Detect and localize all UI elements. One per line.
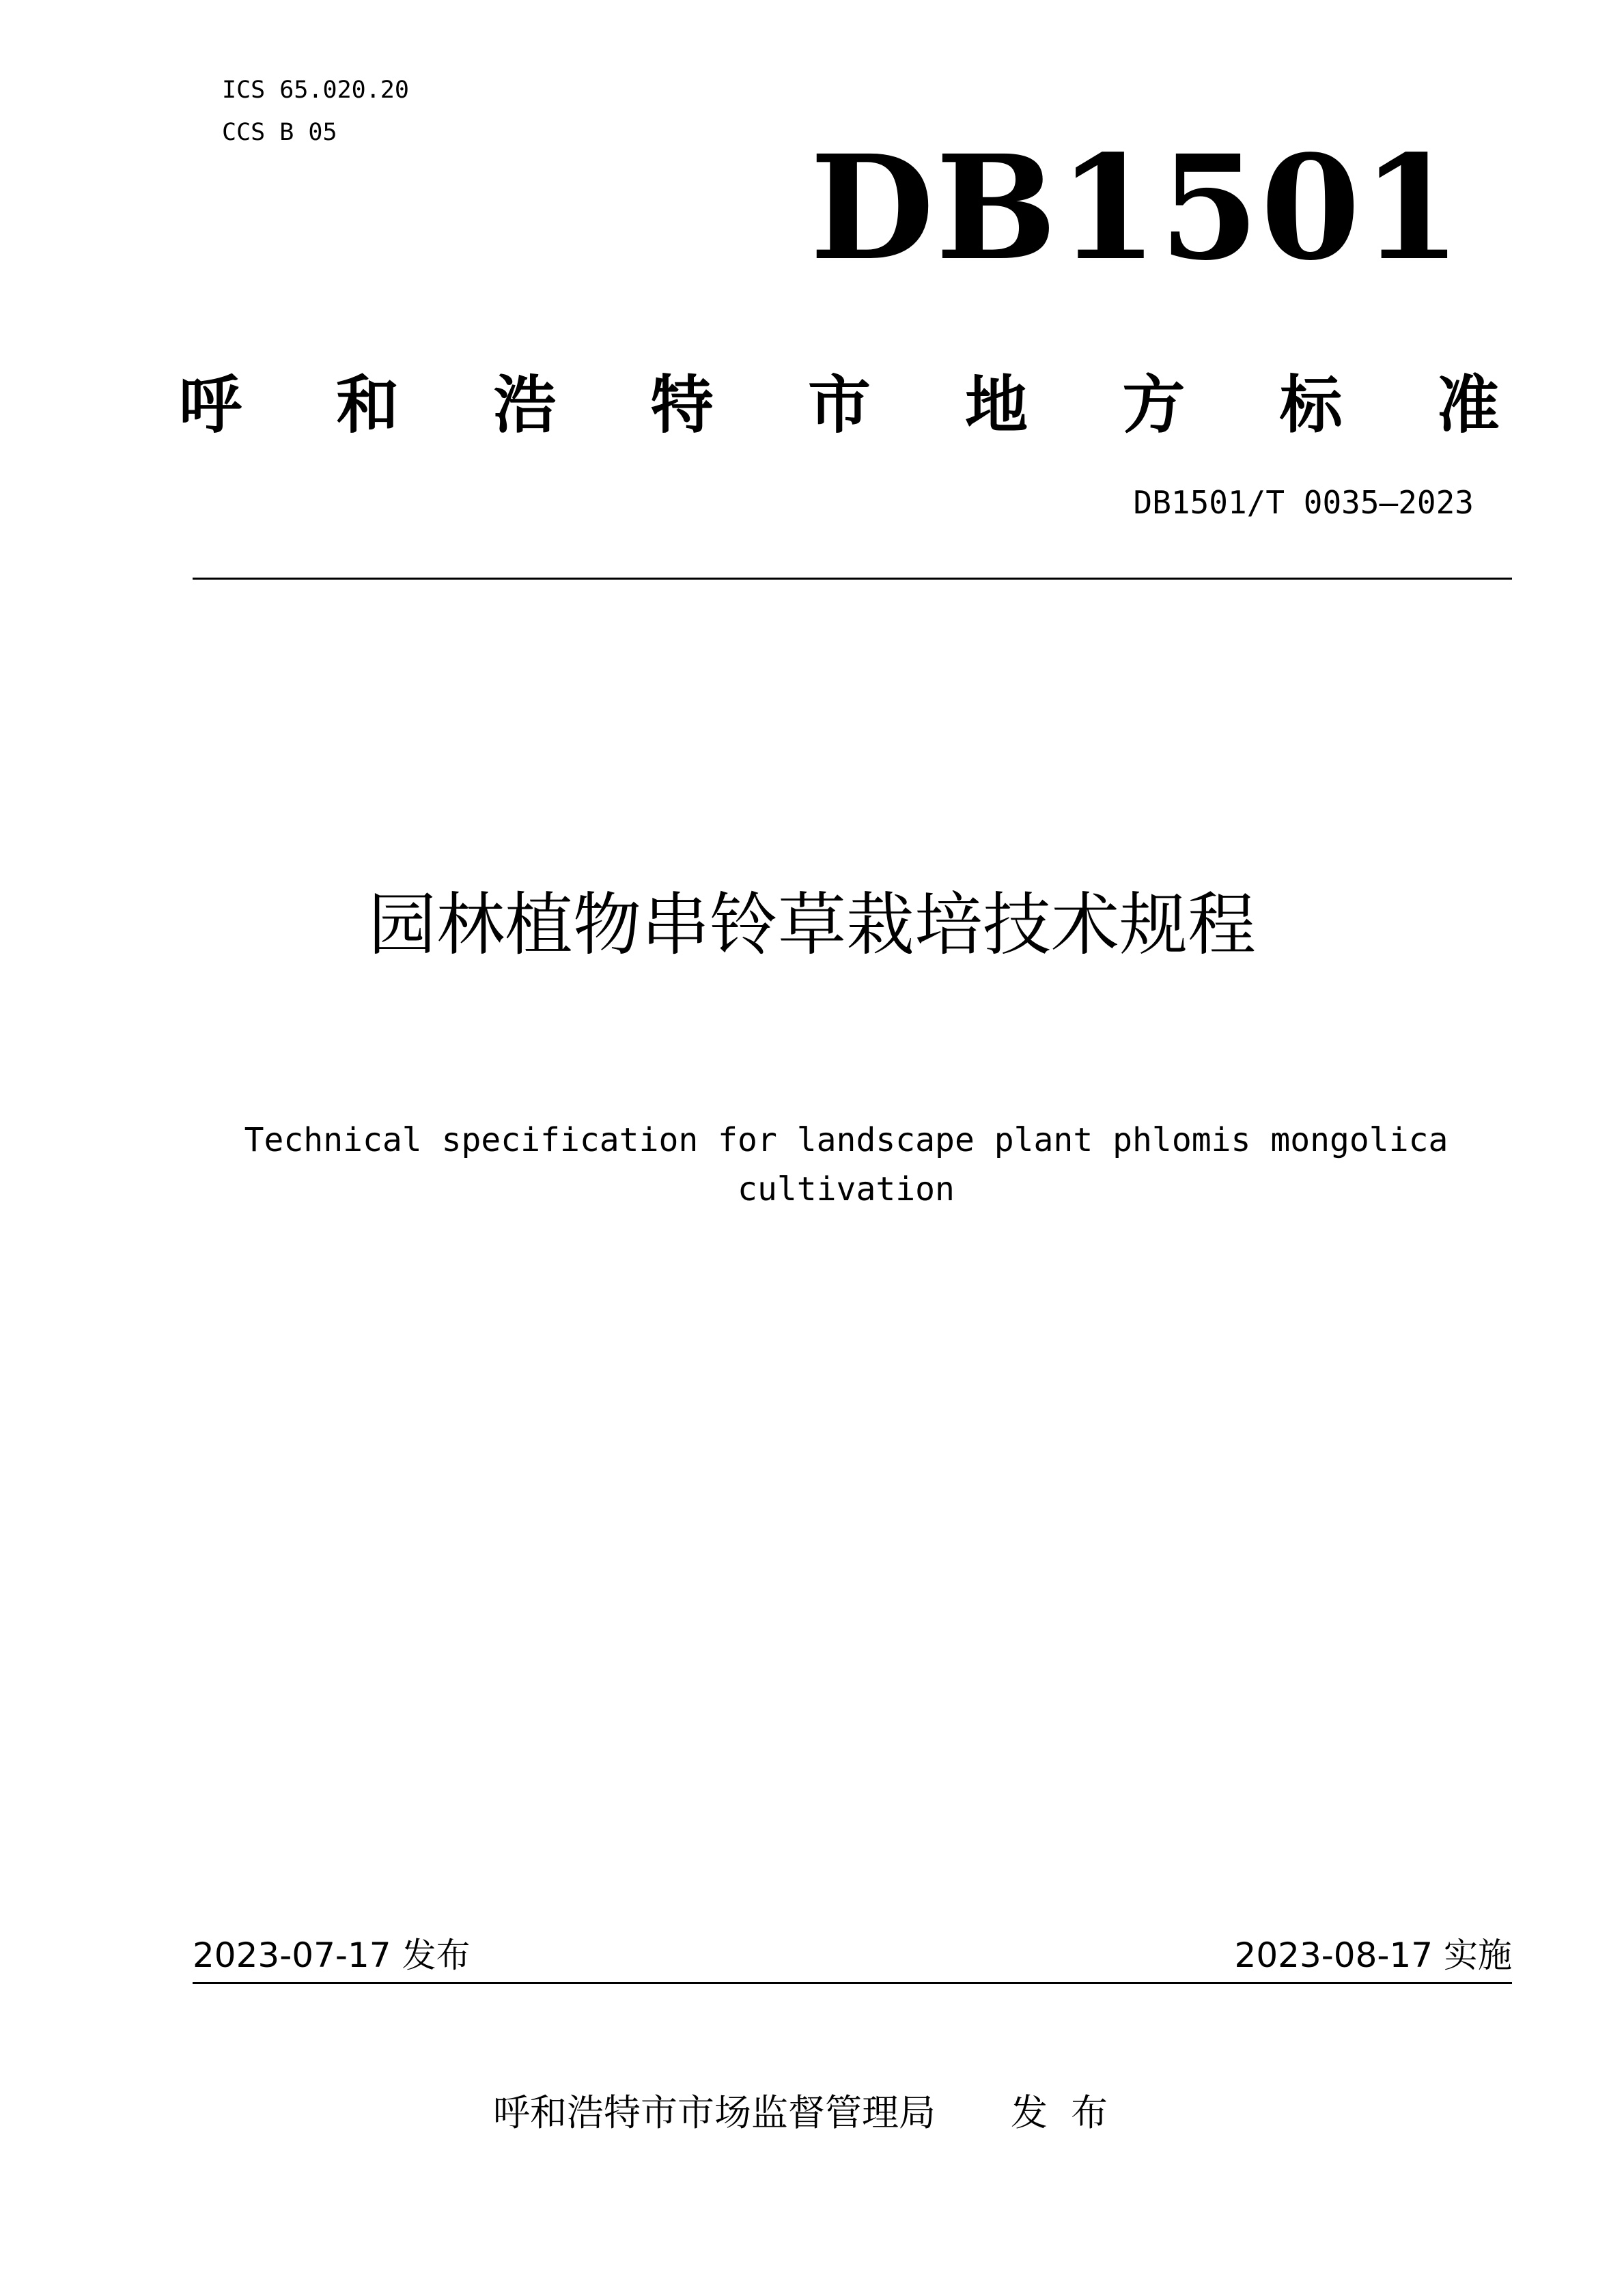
standard-type-char: 标 — [1279, 369, 1343, 442]
standard-type-char: 市 — [807, 369, 871, 442]
standard-type-char: 地 — [965, 369, 1028, 442]
issuer-name: 呼和浩特市市场监督管理局 — [493, 2091, 936, 2134]
standard-number: DB1501/T 0035—2023 — [1133, 484, 1474, 521]
top-divider — [193, 578, 1512, 580]
english-title-line: Technical specification for landscape plant phlomis mongolica — [244, 1121, 1448, 1159]
chinese-title: 园林植物串铃草栽培技术规程 — [368, 885, 1256, 965]
english-title — [232, 1116, 1461, 1214]
standard-type-heading — [179, 365, 1500, 447]
standard-type-char: 方 — [1122, 369, 1186, 442]
implement-date: 2023-08-17 实施 — [1234, 1936, 1512, 1975]
ccs-code: CCS B 05 — [222, 119, 337, 146]
ics-code: ICS 65.020.20 — [222, 76, 409, 104]
issuer-action: 发布 — [1011, 2091, 1131, 2134]
standard-type-char: 和 — [336, 369, 400, 442]
english-title-line: cultivation — [738, 1170, 955, 1208]
bottom-divider — [193, 1982, 1512, 1984]
standard-type-char: 特 — [650, 369, 714, 442]
standard-type-char: 浩 — [493, 369, 557, 442]
standard-logo: DB1501 — [809, 124, 1463, 292]
standard-type-char: 呼 — [179, 369, 242, 442]
issuer-line — [0, 2089, 1624, 2137]
publish-date: 2023-07-17 发布 — [193, 1936, 471, 1975]
standard-type-char: 准 — [1436, 369, 1500, 442]
